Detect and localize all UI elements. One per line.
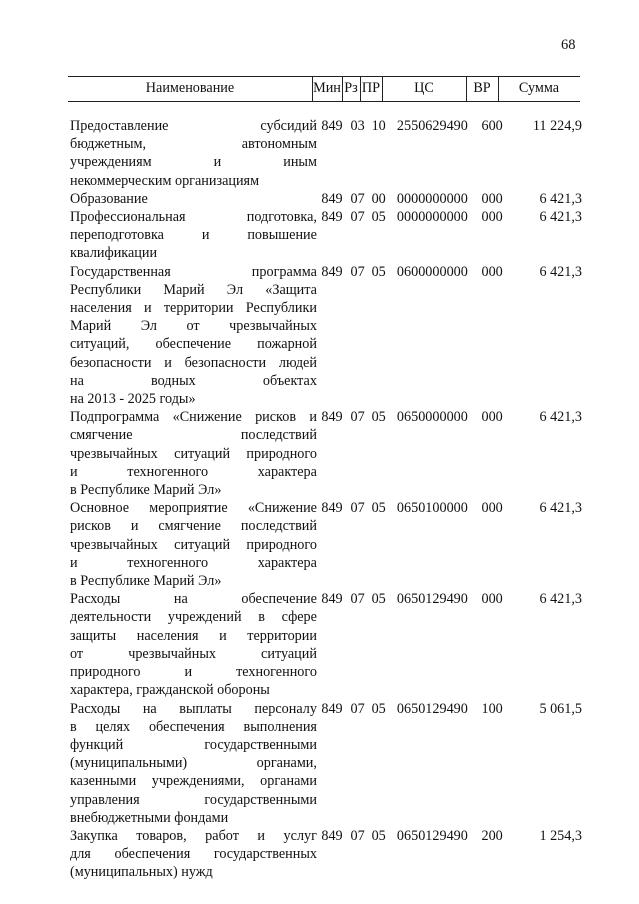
row-name-line: и техногенного характера — [70, 463, 317, 480]
row-min: 849 — [321, 190, 343, 207]
row-vr: 000 — [481, 209, 503, 226]
row-vr: 600 — [481, 118, 503, 134]
row-pr: 05 — [371, 591, 386, 608]
row-vr: 000 — [481, 409, 503, 426]
row-rz: 07 — [350, 263, 365, 280]
row-name-line: смягчение последствий — [70, 427, 317, 444]
row-name — [70, 827, 317, 882]
row-rz: 07 — [350, 500, 365, 517]
row-pr: 05 — [371, 209, 386, 226]
row-min: 849 — [321, 500, 343, 517]
row-min: 849 — [321, 409, 343, 426]
table-row — [70, 700, 582, 827]
row-pr: 10 — [371, 118, 386, 134]
row-sum: 6 421,3 — [539, 263, 582, 280]
row-name-line: управления государственными — [70, 791, 317, 808]
row-name-line: на водных объектах — [70, 372, 317, 389]
row-name — [70, 408, 317, 499]
row-cs: 0650129490 — [396, 591, 468, 608]
row-name-line: населения и территории Республики — [70, 300, 317, 317]
row-sum: 5 061,5 — [539, 700, 582, 717]
row-name-line: Основное мероприятие «Снижение — [70, 500, 317, 517]
row-vr: 000 — [481, 500, 503, 517]
row-name-line: Марий Эл от чрезвычайных — [70, 318, 317, 335]
row-name-line: от чрезвычайных ситуаций — [70, 645, 317, 662]
row-name-line: и техногенного характера — [70, 554, 317, 571]
row-vr: 100 — [481, 700, 503, 717]
row-sum: 6 421,3 — [539, 190, 582, 207]
row-cs: 2550629490 — [396, 118, 468, 134]
row-sum: 11 224,9 — [532, 118, 582, 134]
row-rz: 03 — [350, 118, 365, 134]
row-min: 849 — [321, 209, 343, 226]
row-name — [70, 190, 317, 208]
row-cs: 0650100000 — [396, 500, 468, 517]
row-vr: 000 — [481, 263, 503, 280]
row-sum: 6 421,3 — [539, 409, 582, 426]
row-name-line: казенными учреждениями, органами — [70, 773, 317, 790]
row-cs: 0000000000 — [396, 209, 468, 226]
row-pr: 05 — [371, 263, 386, 280]
row-sum: 1 254,3 — [539, 827, 582, 844]
row-name-line: учреждениям и иным — [70, 154, 317, 171]
row-name-line: чрезвычайных ситуаций природного — [70, 536, 317, 553]
row-name-line: Расходы на выплаты персоналу — [70, 700, 317, 717]
row-min: 849 — [321, 591, 343, 608]
row-name — [70, 263, 317, 409]
row-rz: 07 — [350, 700, 365, 717]
table-row — [70, 190, 582, 208]
row-cs: 0650129490 — [396, 700, 468, 717]
row-name-line: чрезвычайных ситуаций природного — [70, 445, 317, 462]
row-vr: 000 — [481, 591, 503, 608]
row-name-line: Республики Марий Эл «Защита — [70, 281, 317, 298]
row-name-line: характера, гражданской обороны — [70, 682, 270, 699]
row-name-line: бюджетным, автономным — [70, 136, 317, 153]
row-name-line: ситуаций, обеспечение пожарной — [70, 336, 317, 353]
row-name-line: Профессиональная подготовка, — [70, 209, 317, 226]
row-name — [70, 499, 317, 590]
row-rz: 07 — [350, 827, 365, 844]
row-rz: 07 — [350, 190, 365, 207]
page-number: 68 — [561, 37, 576, 53]
row-pr: 05 — [371, 409, 386, 426]
row-sum: 6 421,3 — [539, 500, 582, 517]
table-row — [70, 208, 582, 263]
row-name-line: природного и техногенного — [70, 664, 317, 681]
table-row — [70, 408, 582, 499]
row-sum: 6 421,3 — [539, 209, 582, 226]
row-rz: 07 — [350, 591, 365, 608]
row-name-line: некоммерческим организациям — [70, 172, 260, 189]
header-name: Наименование — [145, 80, 235, 96]
row-pr: 05 — [371, 500, 386, 517]
budget-table — [70, 117, 582, 882]
header-top-rule — [68, 76, 580, 77]
row-name-line: на 2013 - 2025 годы» — [70, 391, 196, 408]
row-name-line: в целях обеспечения выполнения — [70, 718, 317, 735]
row-name-line: для обеспечения государственных — [70, 846, 317, 863]
row-name-line: (муниципальных) нужд — [70, 864, 213, 881]
row-pr: 05 — [371, 827, 386, 844]
row-name-line: Расходы на обеспечение — [70, 591, 317, 608]
table-header — [68, 76, 580, 102]
row-name-line: защиты населения и территории — [70, 627, 317, 644]
row-min: 849 — [321, 118, 343, 134]
header-bottom-rule — [68, 101, 580, 102]
row-name-line: (муниципальными) органами, — [70, 755, 317, 772]
row-name-line: в Республике Марий Эл» — [70, 482, 222, 499]
table-row — [70, 827, 582, 882]
row-name — [70, 700, 317, 827]
row-sum: 6 421,3 — [539, 591, 582, 608]
row-name-line: рисков и смягчение последствий — [70, 518, 317, 535]
row-vr: 200 — [481, 827, 503, 844]
row-rz: 07 — [350, 409, 365, 426]
row-name-line: в Республике Марий Эл» — [70, 573, 222, 590]
row-name-line: деятельности учреждений в сфере — [70, 609, 317, 626]
row-name — [70, 590, 317, 699]
row-name-line: Предоставление субсидий — [70, 118, 317, 134]
header-rz: Рз — [344, 80, 358, 96]
row-min: 849 — [321, 700, 343, 717]
header-vr: ВР — [473, 80, 491, 96]
row-name — [70, 208, 317, 263]
row-cs: 0600000000 — [396, 263, 468, 280]
row-cs: 0650000000 — [396, 409, 468, 426]
table-row — [70, 263, 582, 409]
row-cs: 0650129490 — [396, 827, 468, 844]
row-name-line: безопасности и безопасности людей — [70, 354, 317, 371]
row-rz: 07 — [350, 209, 365, 226]
header-min: Мин — [313, 80, 341, 96]
header-pr: ПР — [361, 80, 381, 96]
row-name-line: функций государственными — [70, 736, 317, 753]
row-pr: 05 — [371, 700, 386, 717]
row-vr: 000 — [481, 190, 503, 207]
row-name-line: Подпрограмма «Снижение рисков и — [70, 409, 317, 426]
row-min: 849 — [321, 263, 343, 280]
row-name-line: переподготовка и повышение — [70, 227, 317, 244]
table-row — [70, 499, 582, 590]
row-name-line: внебюджетными фондами — [70, 809, 229, 826]
row-name — [70, 117, 317, 190]
header-sum: Сумма — [518, 80, 560, 96]
row-name-line: Государственная программа — [70, 263, 317, 280]
table-row — [70, 590, 582, 699]
row-name-line: Закупка товаров, работ и услуг — [70, 827, 317, 844]
row-min: 849 — [321, 827, 343, 844]
row-cs: 0000000000 — [396, 190, 468, 207]
header-cs: ЦС — [414, 80, 434, 96]
table-row — [70, 117, 582, 190]
row-pr: 00 — [371, 190, 386, 207]
row-name-line: Образование — [70, 190, 148, 207]
row-name-line: квалификации — [70, 245, 158, 262]
